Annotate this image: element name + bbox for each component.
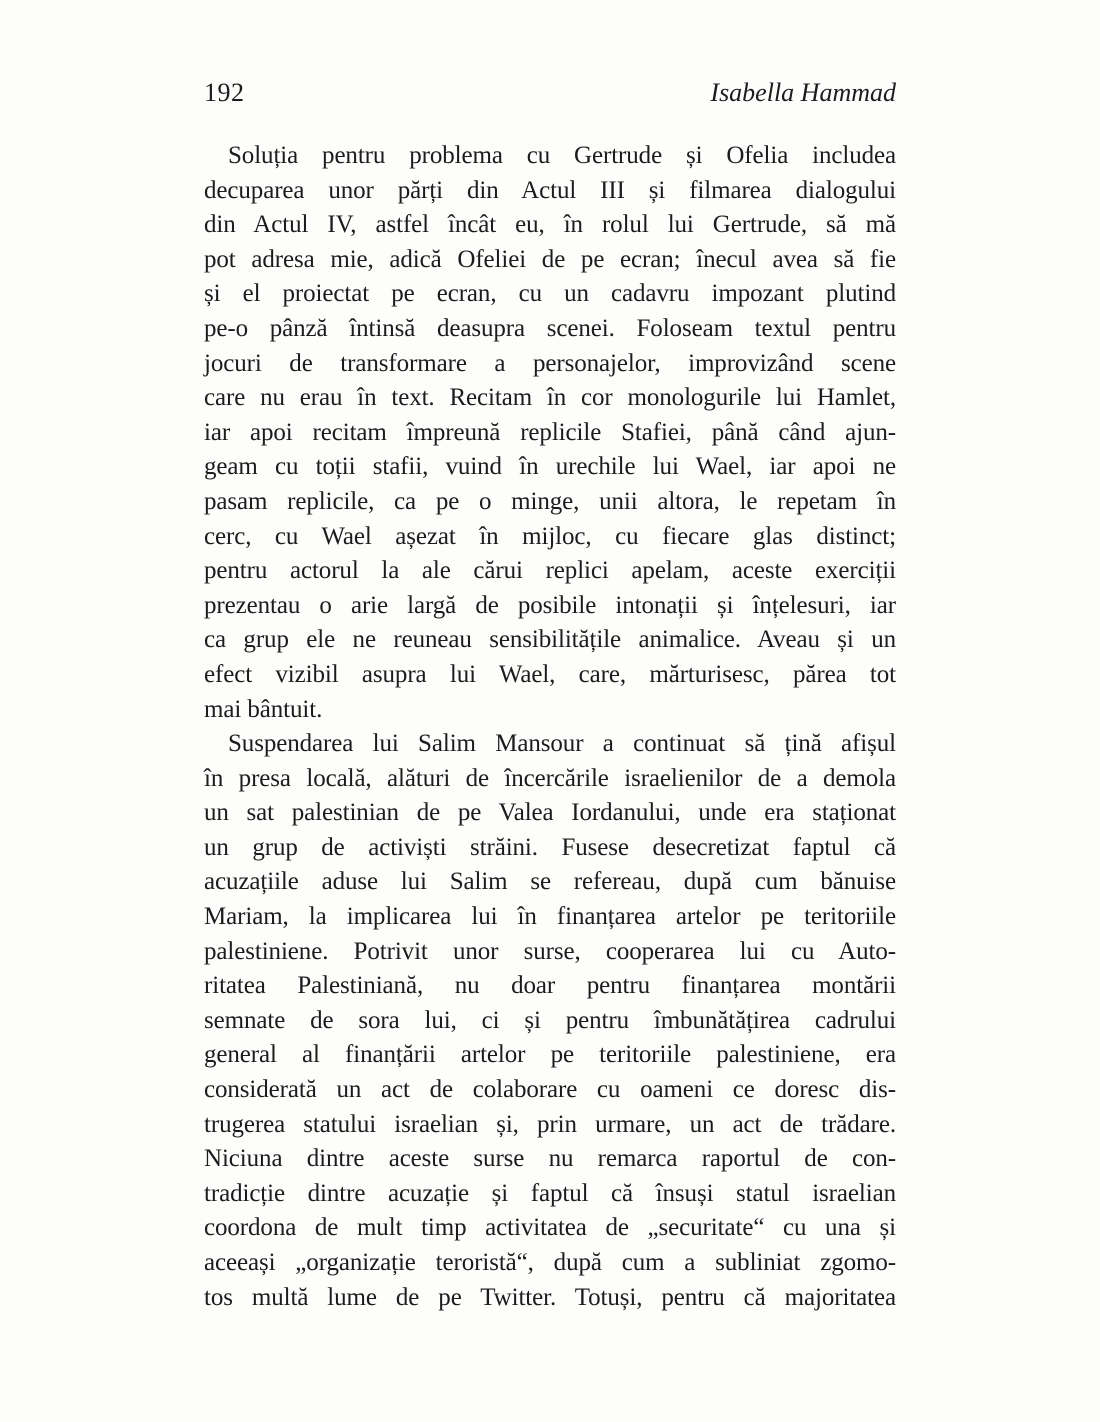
text-line: pentru actorul la ale cărui replici apelam, aceste exerciții xyxy=(204,557,896,585)
text-line: considerată un act de colaborare cu oameni ce doresc dis- xyxy=(204,1076,896,1104)
text-line: Suspendarea lui Salim Mansour a continuat să țină afișul xyxy=(228,730,896,758)
running-head-author: Isabella Hammad xyxy=(710,78,896,107)
text-block xyxy=(204,139,896,1315)
page-number: 192 xyxy=(204,78,245,107)
text-line: din Actul IV, astfel încât eu, în rolul lui Gertrude, să mă xyxy=(204,211,896,239)
text-line: palestiniene. Potrivit unor surse, cooperarea lui cu Auto- xyxy=(204,937,896,965)
text-line: cerc, cu Wael așezat în mijloc, cu fiecare glas distinct; xyxy=(204,522,896,550)
paragraph xyxy=(204,139,896,727)
text-line: pe-o pânză întinsă deasupra scenei. Foloseam textul pentru xyxy=(204,314,896,342)
text-line: un sat palestinian de pe Valea Iordanului, unde era staționat xyxy=(204,799,896,827)
running-head xyxy=(204,78,896,108)
text-line: tradicție dintre acuzație și faptul că însuși statul israelian xyxy=(204,1179,896,1207)
text-line: decuparea unor părți din Actul III și filmarea dialogului xyxy=(204,176,896,204)
text-line: ca grup ele ne reuneau sensibilitățile animalice. Aveau și un xyxy=(204,626,896,654)
text-line: geam cu toții stafii, vuind în urechile lui Wael, iar apoi ne xyxy=(204,453,896,481)
text-line: trugerea statului israelian și, prin urmare, un act de trădare. xyxy=(204,1110,896,1138)
text-line: acuzațiile aduse lui Salim se refereau, după cum bănuise xyxy=(204,868,896,896)
text-line: în presa locală, alături de încercările israelienilor de a demola xyxy=(204,764,896,792)
text-line: Soluția pentru problema cu Gertrude și Ofelia includea xyxy=(228,142,896,169)
text-line: și el proiectat pe ecran, cu un cadavru impozant plutind xyxy=(204,280,896,308)
text-line: un grup de activiști străini. Fusese desecretizat faptul că xyxy=(204,833,896,861)
text-line: coordona de mult timp activitatea de „securitate“ cu una și xyxy=(204,1214,896,1242)
text-line: pot adresa mie, adică Ofeliei de pe ecran; înecul avea să fie xyxy=(204,245,896,273)
text-line: care nu erau în text. Recitam în cor monologurile lui Hamlet, xyxy=(204,384,896,412)
text-line: jocuri de transformare a personajelor, improvizând scene xyxy=(204,349,896,377)
text-line: aceeași „organizație teroristă“, după cum a subliniat zgomo- xyxy=(204,1249,896,1276)
text-line: general al finanțării artelor pe teritoriile palestiniene, era xyxy=(204,1041,896,1069)
text-line: iar apoi recitam împreună replicile Stafiei, până când ajun- xyxy=(204,418,896,446)
text-line: tos multă lume de pe Twitter. Totuși, pentru că majoritatea xyxy=(204,1283,896,1311)
text-line: pasam replicile, ca pe o minge, unii altora, le repetam în xyxy=(204,487,896,515)
paragraph xyxy=(204,727,896,1315)
text-line: mai bântuit. xyxy=(204,695,323,723)
text-line: Mariam, la implicarea lui în finanțarea artelor pe teritoriile xyxy=(204,903,896,931)
text-line: efect vizibil asupra lui Wael, care, mărturisesc, părea tot xyxy=(204,660,896,688)
text-line: semnate de sora lui, ci și pentru îmbunătățirea cadrului xyxy=(204,1006,896,1034)
text-line: Niciuna dintre aceste surse nu remarca raportul de con- xyxy=(204,1145,896,1173)
text-line: ritatea Palestiniană, nu doar pentru finanțarea montării xyxy=(204,972,896,1000)
text-line: prezentau o arie largă de posibile intonații și înțelesuri, iar xyxy=(204,591,896,619)
